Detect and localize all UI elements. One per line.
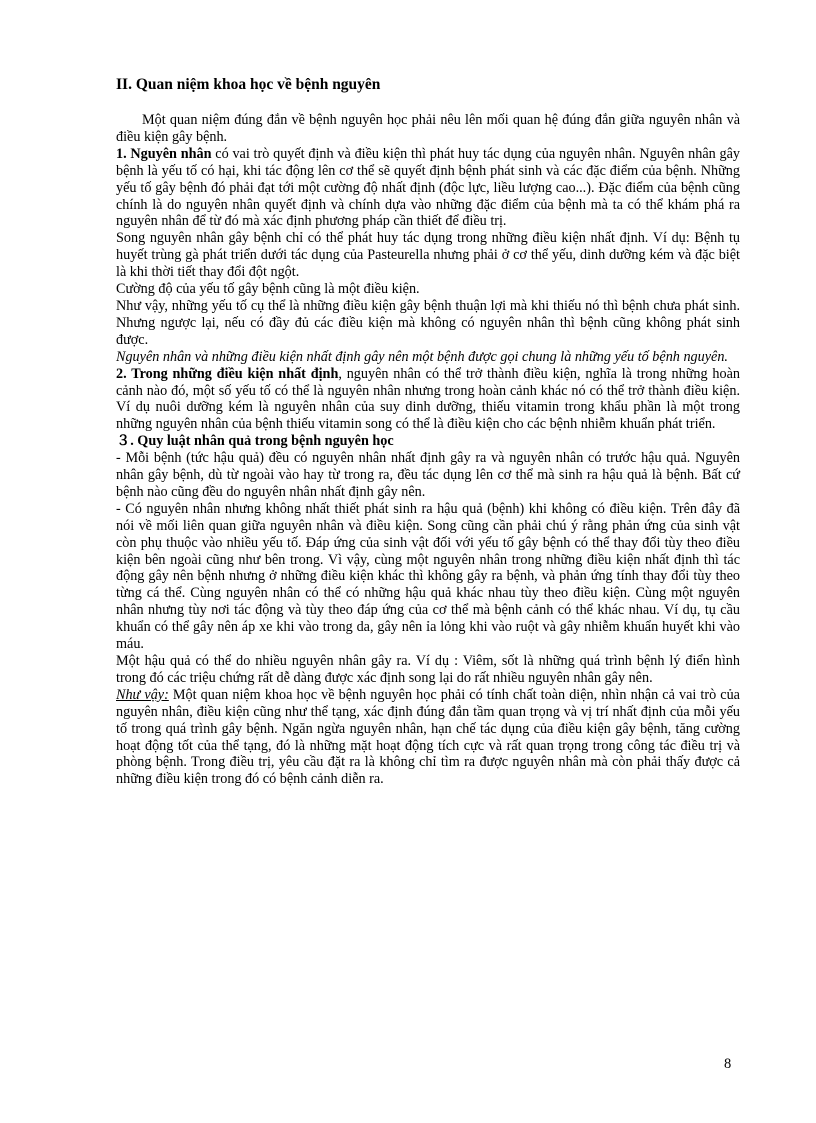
point-1-heading: 1. Nguyên nhân: [116, 145, 212, 162]
point-1-text: có vai trò quyết định và điều kiện thì phát huy tác dụng của nguyên nhân. Nguyên nhân gây bệnh là yếu tố có hại, khi tác động lên cơ thể sẽ quyết định bệnh phát sinh và các đặc điểm của bệnh. Những yếu tố gây bệnh đó phải đạt tới một cường độ nhất định (độc lực, liều lượng cao...). Đặc điểm của bệnh cũng chính là do nguyên nhân quyết định và chính dựa vào những đặc điểm của bệnh mà ta có thể khám phá ra nguyên nhân để từ đó mà xác định phương pháp cần thiết để điều trị.: [116, 145, 740, 230]
section-title: II. Quan niệm khoa học về bệnh nguyên: [116, 76, 381, 93]
point-1-paragraph: [116, 146, 740, 231]
condition-paragraph: Song nguyên nhân gây bệnh chỉ có thể phát huy tác dụng trong những điều kiện nhất định. Ví dụ: Bệnh tụ huyết trùng gà phát triển dưới tác dụng của Pasteurella nhưng phải ở cơ thể yếu, dinh dưỡng kém và đặc biệt là khi thời tiết thay đổi đột ngột.: [116, 230, 740, 281]
page-number: 8: [724, 1056, 732, 1072]
consequence-paragraph: Một hậu quả có thể do nhiều nguyên nhân gây ra. Ví dụ : Viêm, sốt là những quá trình bệnh lý điển hình trong đó các triệu chứng rất dễ dàng được xác định song lại do rất nhiều nguyên nhân gây nên.: [116, 653, 740, 686]
thus-paragraph: Như vậy, những yếu tố cụ thể là những điều kiện gây bệnh thuận lợi mà khi thiếu nó thì bệnh chưa phát sinh. Nhưng ngược lại, nếu có đầy đủ các điều kiện mà không có nguyên nhân thì bệnh cũng không phát sinh được.: [116, 297, 740, 348]
definition-paragraph: Nguyên nhân và những điều kiện nhất định gây nên một bệnh được gọi chung là những yếu tố bệnh nguyên.: [116, 348, 728, 365]
conclusion-text: Một quan niệm khoa học về bệnh nguyên học phải có tính chất toàn diện, nhìn nhận cả vai trò của nguyên nhân, điều kiện cũng như thể tạng, xác định đúng đắn tầm quan trọng và vị trí nhất định của mỗi yếu tố trong quá trình gây bệnh. Ngăn ngừa nguyên nhân, hạn chế tác dụng của điều kiện gây bệnh, tăng cường hoạt động tốt của thể tạng, đó là những mặt hoạt động tích cực và rất quan trọng trong công tác điều trị và phòng bệnh. Trong điều trị, yêu cầu đặt ra là không chỉ tìm ra được nguyên nhân mà còn phải thấy được cả những điều kiện trong đó có bệnh cảnh diễn ra.: [116, 686, 740, 788]
point-2-paragraph: [116, 366, 740, 434]
document-page: [116, 76, 740, 788]
point-2-text: , nguyên nhân có thể trở thành điều kiện, nghĩa là trong những hoàn cảnh nào đó, một số yếu tố có thể là nguyên nhân nhưng trong hoàn cảnh khác nó có thể trở thành điều kiện. Ví dụ nuôi dưỡng kém là nguyên nhân của suy dinh dưỡng, thiếu vitamin trong khẩu phần là một trong những nguyên nhân của bệnh thiếu vitamin song có thể là điều kiện cho các bệnh nhiễm khuẩn phát triển.: [116, 365, 740, 433]
intro-paragraph: Một quan niệm đúng đắn về bệnh nguyên học phải nêu lên mối quan hệ đúng đắn giữa nguyên nhân và điều kiện gây bệnh.: [116, 112, 740, 145]
intensity-paragraph: Cường độ của yếu tố gây bệnh cũng là một điều kiện.: [116, 281, 420, 298]
conclusion-lead: Như vậy:: [116, 686, 169, 703]
bullet-1-paragraph: - Mỗi bệnh (tức hậu quả) đều có nguyên nhân nhất định gây ra và nguyên nhân có trước hậu quả. Nguyên nhân gây bệnh, dù từ ngoài vào hay từ trong ra, đều tác dụng lên cơ thể mà sinh ra hậu quả là bệnh. Bất cứ bệnh nào cũng đều do nguyên nhân nhất định gây nên.: [116, 450, 740, 500]
point-3-heading: ３. Quy luật nhân quả trong bệnh nguyên học: [116, 433, 394, 450]
bullet-2-paragraph: - Có nguyên nhân nhưng không nhất thiết phát sinh ra hậu quả (bệnh) khi không có điều kiện. Trên đây đã nói về mối liên quan giữa nguyên nhân và điều kiện. Song cũng cần phải chú ý rằng phản ứng của sinh vật còn phụ thuộc vào nhiều yếu tố. Đáp ứng của sinh vật đối với yếu tố gây bệnh có thể thay đổi tùy theo điều kiện bên ngoài cũng như bên trong. Vì vậy, cùng một nguyên nhân trong những điều kiện nhất định thì tác động gây nên bệnh nhưng ở những điều kiện khác thì không gây ra bệnh, và phản ứng tính thay đổi tùy theo từng cá thể. Cùng nguyên nhân có thể có những hậu quả khác nhau tùy theo điều kiện. Cùng một nguyên nhân nhưng tùy nơi tác động và tùy theo đáp ứng của cơ thể mà bệnh cảnh có thể khác nhau. Ví dụ, tụ cầu khuẩn có thể gây nên áp xe khi vào trong da, gây nên ỉa lỏng khi vào ruột và gây nhiễm khuẩn huyết khi vào máu.: [116, 500, 740, 653]
point-2-heading: 2. Trong những điều kiện nhất định: [116, 365, 339, 382]
conclusion-paragraph: [116, 687, 740, 788]
